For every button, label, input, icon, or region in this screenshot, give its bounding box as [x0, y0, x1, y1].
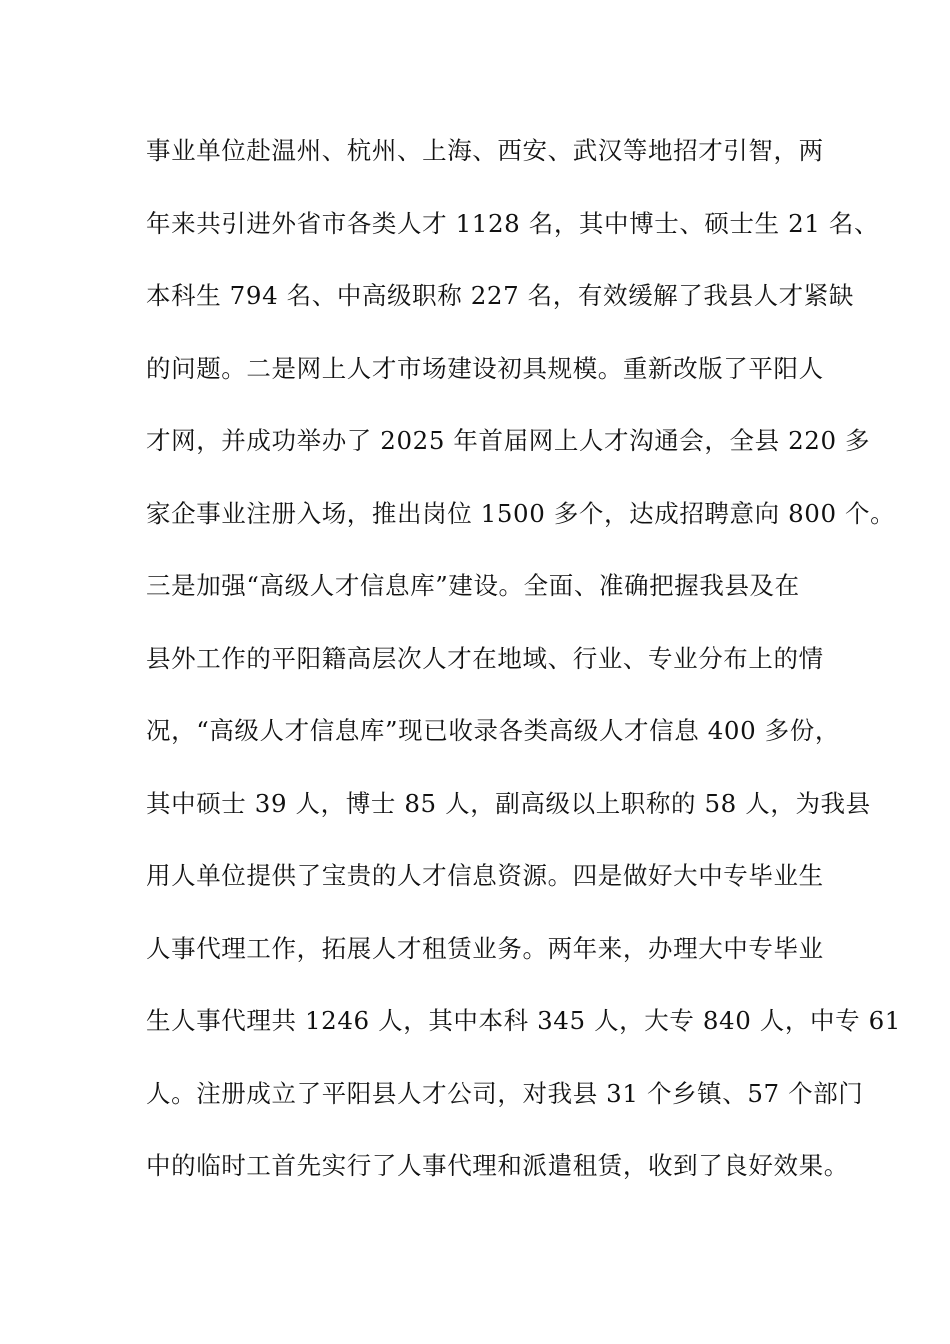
- text-line: 家企事业注册入场，推出岗位 1500 多个，达成招聘意向 800 个。: [146, 498, 896, 528]
- text-line: 用人单位提供了宝贵的人才信息资源。四是做好大中专毕业生: [146, 861, 824, 890]
- text-line: 年来共引进外省市各类人才 1128 名，其中博士、硕士生 21 名、: [146, 208, 880, 238]
- text-line: 县外工作的平阳籍高层次人才在地域、行业、专业分布上的情: [146, 643, 824, 673]
- text-line: 三是加强“高级人才信息库”建设。全面、准确把握我县及在: [146, 571, 800, 600]
- text-line: 人。注册成立了平阳县人才公司，对我县 31 个乡镇、57 个部门: [146, 1078, 864, 1108]
- text-line: 其中硕士 39 人，博士 85 人，副高级以上职称的 58 人，为我县: [146, 788, 871, 818]
- text-line: 事业单位赴温州、杭州、上海、西安、武汉等地招才引智，两: [146, 136, 824, 165]
- text-line: 中的临时工首先实行了人事代理和派遣租赁，收到了良好效果。: [146, 1151, 849, 1180]
- text-line: 才网，并成功举办了 2025 年首届网上人才沟通会，全县 220 多: [146, 426, 871, 455]
- text-line: 生人事代理共 1246 人，其中本科 345 人，大专 840 人，中专 61: [146, 1006, 901, 1035]
- text-line: 的问题。二是网上人才市场建设初具规模。重新改版了平阳人: [146, 353, 824, 383]
- body-paragraph: [146, 131, 901, 1219]
- text-line: 况，“高级人才信息库”现已收录各类高级人才信息 400 多份，: [146, 716, 840, 745]
- text-line: 人事代理工作，拓展人才租赁业务。两年来，办理大中专毕业: [146, 933, 824, 963]
- text-line: 本科生 794 名、中高级职称 227 名，有效缓解了我县人才紧缺: [146, 281, 854, 310]
